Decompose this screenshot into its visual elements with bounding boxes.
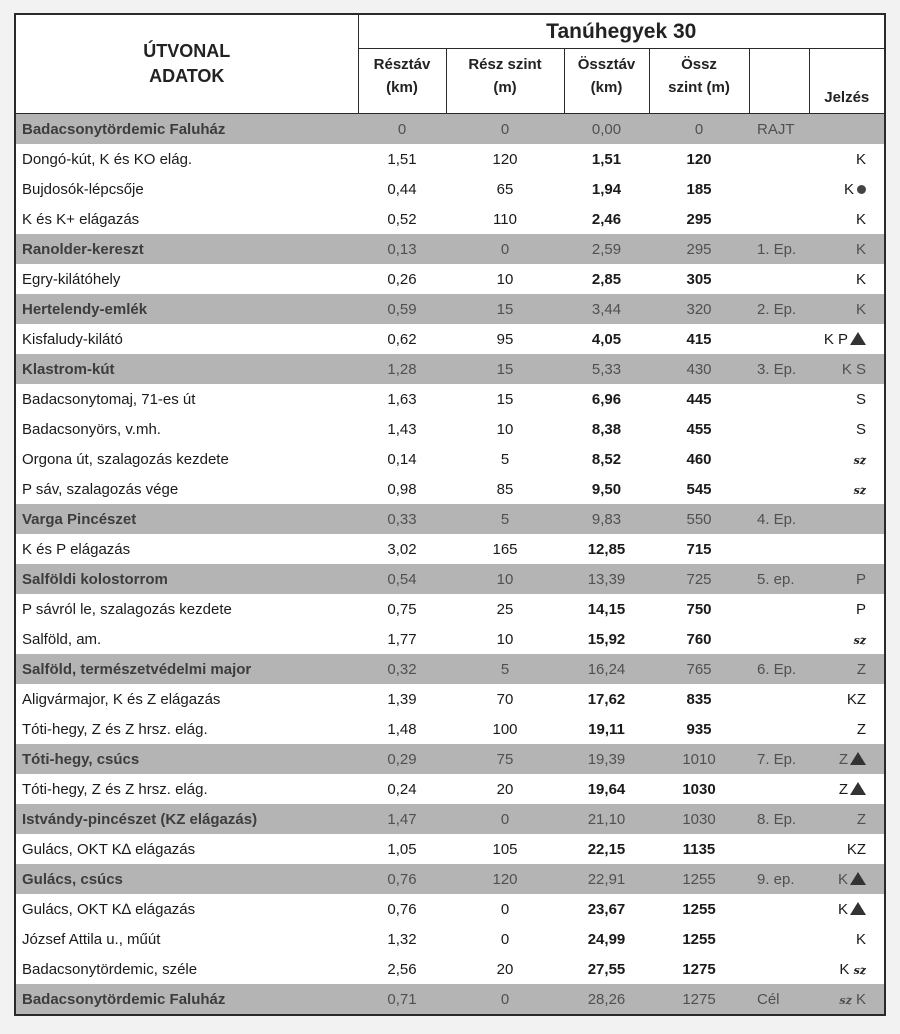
checkpoint-row xyxy=(16,804,884,834)
triangle-icon xyxy=(850,872,866,885)
col-header-seg-km-label: Résztáv xyxy=(373,56,431,73)
waypoint-name: Salföld, am. xyxy=(22,630,102,648)
checkpoint-label xyxy=(749,624,809,654)
segment-km: 1,51 xyxy=(387,150,417,168)
table-row xyxy=(16,384,884,414)
trail-marker-text: S xyxy=(856,420,867,438)
total-elevation: 550 xyxy=(649,504,749,534)
segment-elevation: 25 xyxy=(496,600,514,618)
trail-marker-text: K xyxy=(856,210,867,228)
trail-marker xyxy=(809,384,884,414)
segment-km: 0,33 xyxy=(358,504,446,534)
segment-elevation: 10 xyxy=(496,420,514,438)
total-elevation: 835 xyxy=(686,690,712,708)
trail-marker xyxy=(809,414,884,444)
total-elevation: 1255 xyxy=(649,864,749,894)
col-header-seg-m xyxy=(446,49,564,114)
col-header-tot-m xyxy=(649,49,749,114)
checkpoint-label xyxy=(749,774,809,804)
table-row xyxy=(16,894,884,924)
trail-marker xyxy=(809,204,884,234)
table-row xyxy=(16,624,884,654)
trail-marker-text: Z xyxy=(856,660,867,678)
table-row xyxy=(16,204,884,234)
checkpoint-label: 5. ep. xyxy=(749,564,809,594)
segment-km: 0,52 xyxy=(387,210,417,228)
trail-marker xyxy=(809,594,884,624)
waypoint-name: Gulács, csúcs xyxy=(16,864,358,894)
segment-elevation: 100 xyxy=(492,720,518,738)
checkpoint-label xyxy=(749,594,809,624)
checkpoint-row xyxy=(16,294,884,324)
trail-marker xyxy=(809,684,884,714)
checkpoint-label: 8. Ep. xyxy=(749,804,809,834)
trail-marker-text: sz xyxy=(853,633,867,647)
col-header-checkpoint xyxy=(749,49,809,114)
segment-elevation: 5 xyxy=(446,504,564,534)
trail-marker-text: K xyxy=(856,930,867,948)
total-km: 4,05 xyxy=(591,330,622,348)
segment-km: 0,32 xyxy=(358,654,446,684)
total-elevation: 295 xyxy=(649,234,749,264)
segment-km: 0,76 xyxy=(387,900,417,918)
segment-elevation: 0 xyxy=(446,234,564,264)
segment-elevation: 20 xyxy=(496,780,514,798)
checkpoint-row xyxy=(16,504,884,534)
total-km: 27,55 xyxy=(587,960,626,978)
total-km: 16,24 xyxy=(564,654,649,684)
checkpoint-label: 6. Ep. xyxy=(749,654,809,684)
segment-km: 0,14 xyxy=(387,450,417,468)
waypoint-name: Badacsonyörs, v.mh. xyxy=(22,420,161,438)
total-km: 21,10 xyxy=(564,804,649,834)
segment-km: 0,59 xyxy=(358,294,446,324)
total-km: 2,46 xyxy=(591,210,622,228)
trail-marker-text: Z xyxy=(856,720,867,738)
trail-marker xyxy=(809,444,884,474)
segment-km: 1,28 xyxy=(358,354,446,384)
total-km: 22,91 xyxy=(564,864,649,894)
waypoint-name: Gulács, OKT K∆ elágazás xyxy=(22,840,196,858)
trail-marker xyxy=(809,954,884,984)
segment-elevation: 165 xyxy=(492,540,518,558)
table-row xyxy=(16,774,884,804)
dot-icon xyxy=(857,185,866,194)
trail-marker-text: sz xyxy=(853,453,867,467)
checkpoint-row xyxy=(16,234,884,264)
total-km: 22,15 xyxy=(587,840,626,858)
trail-marker xyxy=(809,894,884,924)
checkpoint-row xyxy=(16,354,884,384)
checkpoint-row xyxy=(16,114,884,145)
trail-marker xyxy=(809,324,884,354)
total-elevation: 305 xyxy=(686,270,712,288)
checkpoint-row xyxy=(16,654,884,684)
checkpoint-row xyxy=(16,744,884,774)
total-elevation: 295 xyxy=(686,210,712,228)
col-header-tot-m-label: Össz xyxy=(681,56,717,73)
checkpoint-label: Cél xyxy=(749,984,809,1014)
waypoint-name: Badacsonytördemic, széle xyxy=(22,960,198,978)
total-km: 3,44 xyxy=(564,294,649,324)
triangle-icon xyxy=(850,332,866,345)
trail-marker-text: K xyxy=(838,870,849,888)
segment-elevation: 120 xyxy=(492,150,518,168)
waypoint-name: Istvándy-pincészet (KZ elágazás) xyxy=(16,804,358,834)
segment-elevation: 0 xyxy=(500,930,510,948)
total-elevation: 1275 xyxy=(649,984,749,1014)
checkpoint-label xyxy=(749,384,809,414)
segment-km: 0,62 xyxy=(387,330,417,348)
checkpoint-label xyxy=(749,714,809,744)
checkpoint-label xyxy=(749,444,809,474)
waypoint-name: Klastrom-kút xyxy=(16,354,358,384)
trail-marker-text: P xyxy=(856,570,867,588)
total-km: 8,38 xyxy=(591,420,622,438)
segment-elevation: 0 xyxy=(500,900,510,918)
col-header-seg-m-unit: (m) xyxy=(493,79,517,96)
checkpoint-label xyxy=(749,834,809,864)
segment-km: 2,56 xyxy=(387,960,417,978)
waypoint-name: Varga Pincészet xyxy=(16,504,358,534)
segment-km: 0,26 xyxy=(387,270,417,288)
waypoint-name: Badacsonytördemic Faluház xyxy=(16,984,358,1014)
checkpoint-label: 2. Ep. xyxy=(749,294,809,324)
trail-marker-text: sz xyxy=(853,483,867,497)
checkpoint-row xyxy=(16,864,884,894)
segment-km: 0,44 xyxy=(387,180,417,198)
total-elevation: 320 xyxy=(649,294,749,324)
segment-elevation: 15 xyxy=(446,354,564,384)
total-km: 24,99 xyxy=(587,930,626,948)
waypoint-name: P sávról le, szalagozás kezdete xyxy=(22,600,232,618)
table-row xyxy=(16,714,884,744)
segment-km: 1,48 xyxy=(387,720,417,738)
trail-marker-text: K sz xyxy=(839,960,867,978)
segment-km: 1,05 xyxy=(387,840,417,858)
trail-marker xyxy=(809,624,884,654)
segment-elevation: 120 xyxy=(446,864,564,894)
checkpoint-row xyxy=(16,564,884,594)
checkpoint-label: RAJT xyxy=(749,114,809,145)
col-header-tot-km-label: Össztáv xyxy=(577,56,636,73)
segment-elevation: 85 xyxy=(496,480,514,498)
table-row xyxy=(16,414,884,444)
total-km: 0,00 xyxy=(564,114,649,145)
segment-km: 0,54 xyxy=(358,564,446,594)
total-elevation: 935 xyxy=(686,720,712,738)
waypoint-name: Tóti-hegy, csúcs xyxy=(16,744,358,774)
table-row xyxy=(16,324,884,354)
segment-elevation: 5 xyxy=(446,654,564,684)
col-header-seg-km xyxy=(358,49,446,114)
waypoint-name: Bujdosók-lépcsője xyxy=(22,180,144,198)
segment-km: 1,63 xyxy=(387,390,417,408)
trail-marker-text: S xyxy=(856,390,867,408)
trail-marker xyxy=(809,354,884,384)
segment-km: 1,39 xyxy=(387,690,417,708)
col-header-tot-m-unit: szint (m) xyxy=(668,79,730,96)
total-elevation: 1010 xyxy=(649,744,749,774)
trail-marker xyxy=(809,564,884,594)
checkpoint-label xyxy=(749,894,809,924)
col-header-marker: Jelzés xyxy=(809,49,884,114)
segment-elevation: 10 xyxy=(496,630,514,648)
checkpoint-label xyxy=(749,924,809,954)
checkpoint-label xyxy=(749,204,809,234)
trail-marker xyxy=(809,264,884,294)
segment-km: 0,24 xyxy=(387,780,417,798)
total-km: 9,83 xyxy=(564,504,649,534)
waypoint-name: Badacsonytördemic Faluház xyxy=(16,114,358,145)
trail-marker-text: KZ xyxy=(846,840,867,858)
checkpoint-label xyxy=(749,684,809,714)
total-km: 2,85 xyxy=(591,270,622,288)
segment-km: 0,71 xyxy=(358,984,446,1014)
total-km: 14,15 xyxy=(587,600,626,618)
trail-marker-text: K S xyxy=(841,360,867,378)
total-km: 19,64 xyxy=(587,780,626,798)
total-elevation: 0 xyxy=(649,114,749,145)
waypoint-name: Tóti-hegy, Z és Z hrsz. elág. xyxy=(22,780,208,798)
table-row xyxy=(16,444,884,474)
trail-marker-text: K xyxy=(856,240,867,258)
trail-marker xyxy=(809,294,884,324)
trail-marker-text: K xyxy=(838,900,849,918)
table-title-line1: ÚTVONAL xyxy=(143,41,231,61)
segment-elevation: 0 xyxy=(446,804,564,834)
waypoint-name: Badacsonytomaj, 71-es út xyxy=(22,390,196,408)
total-km: 17,62 xyxy=(587,690,626,708)
total-km: 19,39 xyxy=(564,744,649,774)
total-elevation: 750 xyxy=(686,600,712,618)
segment-elevation: 0 xyxy=(446,114,564,145)
segment-km: 0,13 xyxy=(358,234,446,264)
col-header-tot-km xyxy=(564,49,649,114)
trail-marker-text: Z xyxy=(856,810,867,828)
route-data-table-frame xyxy=(14,13,886,1016)
total-km: 8,52 xyxy=(591,450,622,468)
waypoint-name: Ranolder-kereszt xyxy=(16,234,358,264)
trail-marker xyxy=(809,984,884,1014)
total-elevation: 1030 xyxy=(682,780,716,798)
trail-marker xyxy=(809,654,884,684)
checkpoint-label xyxy=(749,174,809,204)
segment-elevation: 15 xyxy=(446,294,564,324)
trail-marker xyxy=(809,174,884,204)
segment-elevation: 10 xyxy=(446,564,564,594)
table-row xyxy=(16,924,884,954)
table-row xyxy=(16,264,884,294)
segment-elevation: 5 xyxy=(500,450,510,468)
total-km: 1,94 xyxy=(591,180,622,198)
total-elevation: 1275 xyxy=(682,960,716,978)
total-km: 19,11 xyxy=(588,720,625,738)
table-row xyxy=(16,594,884,624)
waypoint-name: K és P elágazás xyxy=(22,540,131,558)
waypoint-name: Tóti-hegy, Z és Z hrsz. elág. xyxy=(22,720,208,738)
route-title: Tanúhegyek 30 xyxy=(358,15,884,49)
trail-marker xyxy=(809,474,884,504)
total-elevation: 765 xyxy=(649,654,749,684)
total-elevation: 120 xyxy=(686,150,712,168)
waypoint-name: József Attila u., műút xyxy=(22,930,161,948)
waypoint-name: Salföld, természetvédelmi major xyxy=(16,654,358,684)
total-elevation: 1255 xyxy=(682,930,716,948)
segment-km: 3,02 xyxy=(387,540,417,558)
trail-marker-text: K xyxy=(856,150,867,168)
total-elevation: 545 xyxy=(686,480,712,498)
segment-km: 0,75 xyxy=(387,600,417,618)
waypoint-name: Egry-kilátóhely xyxy=(22,270,121,288)
total-km: 12,85 xyxy=(587,540,626,558)
table-row xyxy=(16,174,884,204)
trail-marker xyxy=(809,744,884,774)
total-km: 2,59 xyxy=(564,234,649,264)
total-elevation: 430 xyxy=(649,354,749,384)
trail-marker-text: KZ xyxy=(846,690,867,708)
trail-marker xyxy=(809,834,884,864)
trail-marker xyxy=(809,714,884,744)
total-elevation: 460 xyxy=(686,450,712,468)
trail-marker xyxy=(809,804,884,834)
table-row xyxy=(16,534,884,564)
trail-marker-text: sz K xyxy=(839,990,867,1008)
table-row xyxy=(16,144,884,174)
total-km: 1,51 xyxy=(591,150,622,168)
total-elevation: 715 xyxy=(686,540,712,558)
checkpoint-row xyxy=(16,984,884,1014)
checkpoint-label: 7. Ep. xyxy=(749,744,809,774)
table-title-line2: ADATOK xyxy=(149,66,225,86)
checkpoint-label xyxy=(749,474,809,504)
waypoint-name: Aligvármajor, K és Z elágazás xyxy=(22,690,221,708)
trail-marker xyxy=(809,234,884,264)
trail-marker-text: K xyxy=(856,300,867,318)
waypoint-name: Kisfaludy-kilátó xyxy=(22,330,123,348)
trail-marker-text: Z xyxy=(838,780,849,798)
total-elevation: 1030 xyxy=(649,804,749,834)
table-title xyxy=(16,15,358,114)
total-elevation: 725 xyxy=(649,564,749,594)
checkpoint-label: 4. Ep. xyxy=(749,504,809,534)
total-elevation: 185 xyxy=(686,180,712,198)
segment-elevation: 65 xyxy=(496,180,514,198)
checkpoint-label xyxy=(749,414,809,444)
col-header-tot-km-unit: (km) xyxy=(590,79,623,96)
checkpoint-label xyxy=(749,534,809,564)
segment-km: 0,98 xyxy=(387,480,417,498)
trail-marker-text: K xyxy=(856,270,867,288)
waypoint-name: Orgona út, szalagozás kezdete xyxy=(22,450,229,468)
segment-elevation: 70 xyxy=(496,690,514,708)
segment-elevation: 10 xyxy=(496,270,514,288)
trail-marker xyxy=(809,774,884,804)
table-row xyxy=(16,474,884,504)
total-elevation: 455 xyxy=(686,420,712,438)
total-elevation: 445 xyxy=(686,390,712,408)
header-row-top xyxy=(16,15,884,49)
segment-elevation: 75 xyxy=(446,744,564,774)
total-km: 23,67 xyxy=(587,900,626,918)
segment-elevation: 110 xyxy=(493,210,517,228)
total-elevation: 1255 xyxy=(682,900,716,918)
segment-km: 1,77 xyxy=(387,630,417,648)
triangle-icon xyxy=(850,902,866,915)
segment-km: 1,32 xyxy=(387,930,417,948)
trail-marker-text: P xyxy=(856,600,867,618)
checkpoint-label xyxy=(749,264,809,294)
waypoint-name: Dongó-kút, K és KO elág. xyxy=(22,150,193,168)
segment-km: 0 xyxy=(358,114,446,145)
waypoint-name: Hertelendy-emlék xyxy=(16,294,358,324)
waypoint-name: K és K+ elágazás xyxy=(22,210,140,228)
trail-marker-text: K xyxy=(844,180,855,198)
col-header-seg-km-unit: (km) xyxy=(386,79,418,96)
col-header-seg-m-label: Rész szint xyxy=(468,56,542,73)
total-km: 13,39 xyxy=(564,564,649,594)
segment-elevation: 105 xyxy=(492,840,518,858)
segment-elevation: 95 xyxy=(496,330,514,348)
trail-marker xyxy=(809,504,884,534)
checkpoint-label: 9. ep. xyxy=(749,864,809,894)
triangle-icon xyxy=(850,782,866,795)
checkpoint-label xyxy=(749,144,809,174)
total-km: 6,96 xyxy=(591,390,622,408)
triangle-icon xyxy=(850,752,866,765)
segment-km: 1,47 xyxy=(358,804,446,834)
checkpoint-label xyxy=(749,954,809,984)
checkpoint-label: 1. Ep. xyxy=(749,234,809,264)
total-km: 5,33 xyxy=(564,354,649,384)
segment-km: 1,43 xyxy=(387,420,417,438)
trail-marker xyxy=(809,534,884,564)
route-rows xyxy=(16,114,884,1015)
waypoint-name: P sáv, szalagozás vége xyxy=(22,480,179,498)
table-row xyxy=(16,834,884,864)
table-row xyxy=(16,684,884,714)
total-elevation: 415 xyxy=(686,330,712,348)
total-km: 15,92 xyxy=(587,630,626,648)
total-km: 28,26 xyxy=(564,984,649,1014)
waypoint-name: Salföldi kolostorrom xyxy=(16,564,358,594)
checkpoint-label xyxy=(749,324,809,354)
trail-marker xyxy=(809,864,884,894)
trail-marker xyxy=(809,114,884,145)
segment-km: 0,29 xyxy=(358,744,446,774)
total-elevation: 760 xyxy=(686,630,712,648)
trail-marker-text: Z xyxy=(838,750,849,768)
trail-marker-text: K P xyxy=(823,330,849,348)
waypoint-name: Gulács, OKT K∆ elágazás xyxy=(22,900,196,918)
segment-elevation: 20 xyxy=(496,960,514,978)
checkpoint-label: 3. Ep. xyxy=(749,354,809,384)
segment-elevation: 0 xyxy=(446,984,564,1014)
segment-elevation: 15 xyxy=(496,390,514,408)
total-elevation: 1135 xyxy=(682,840,716,858)
segment-km: 0,76 xyxy=(358,864,446,894)
trail-marker xyxy=(809,924,884,954)
route-data-table xyxy=(16,15,884,1014)
total-km: 9,50 xyxy=(591,480,622,498)
trail-marker xyxy=(809,144,884,174)
table-row xyxy=(16,954,884,984)
